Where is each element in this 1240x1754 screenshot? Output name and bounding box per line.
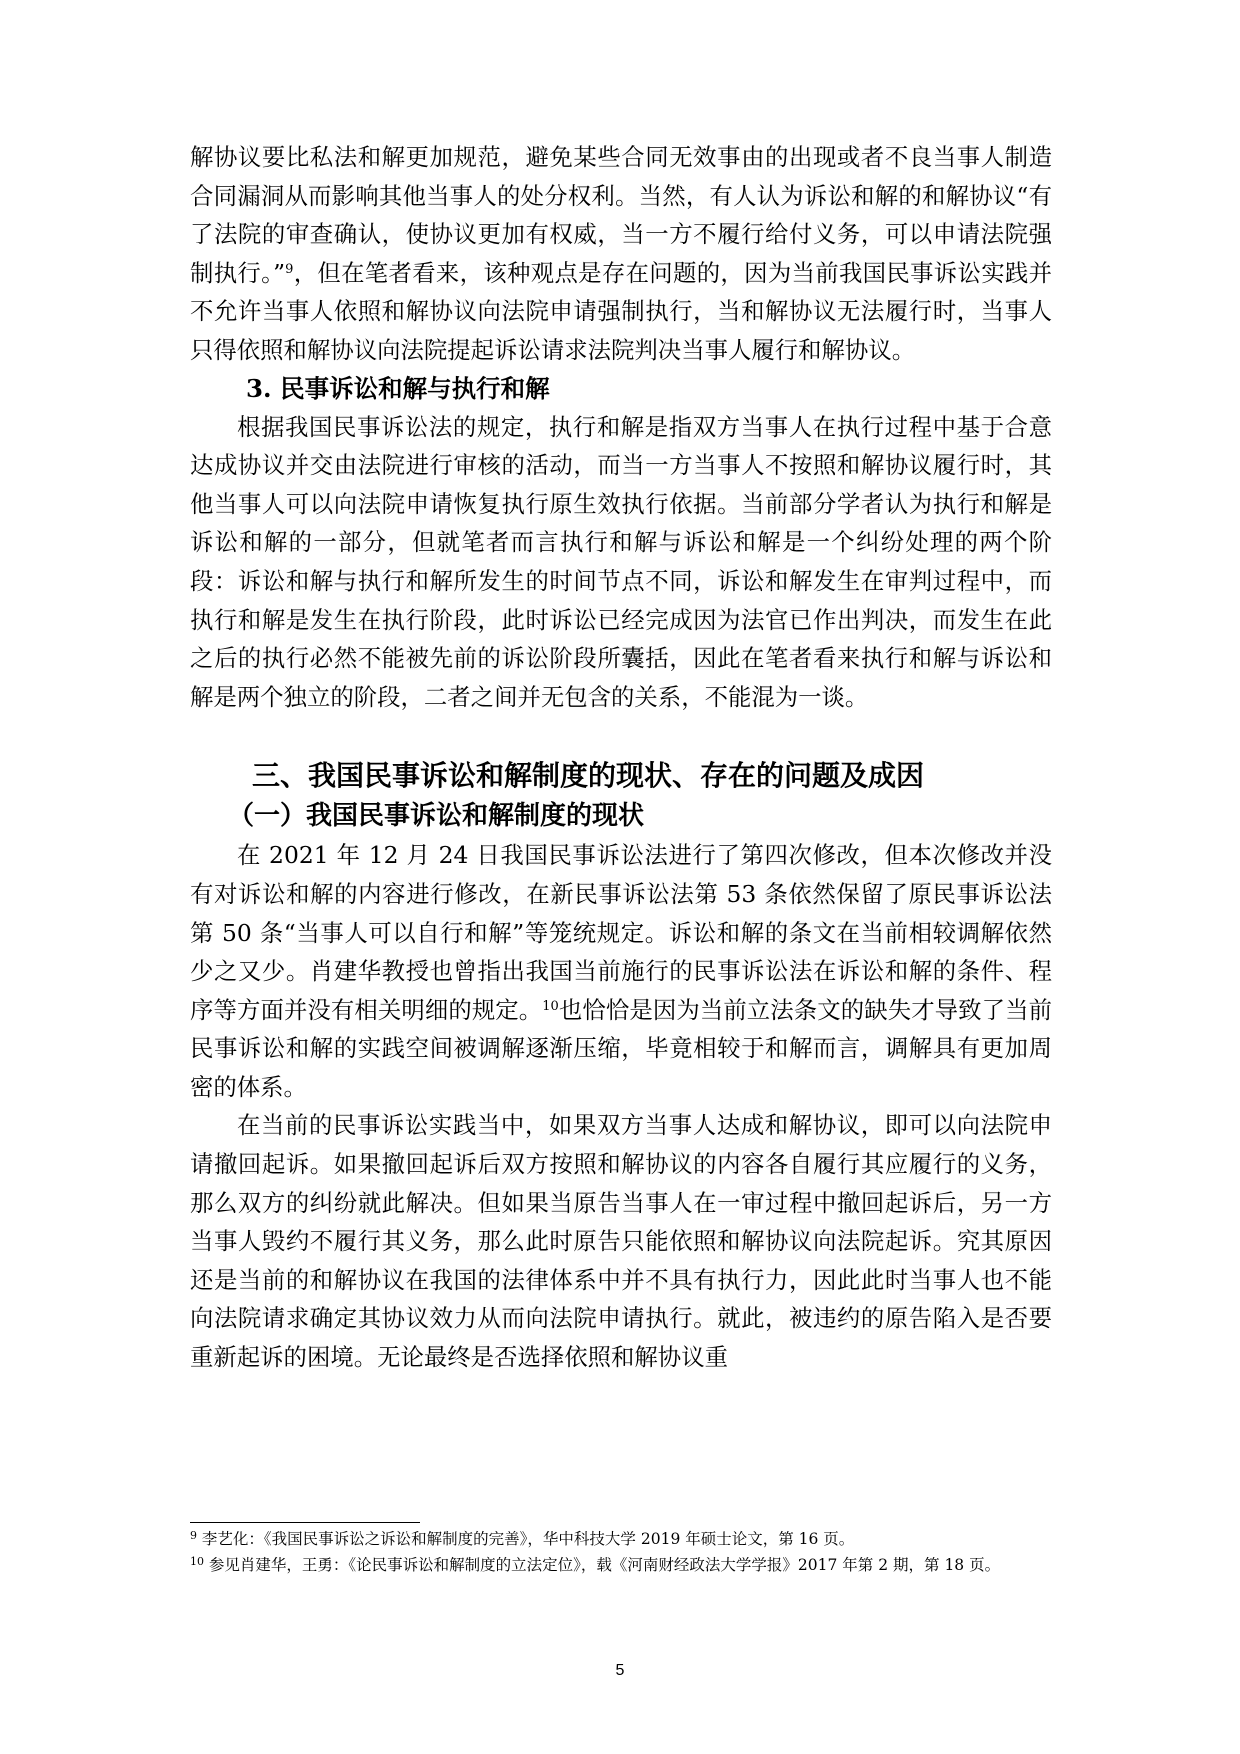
subsection-heading: （一）我国民事诉讼和解制度的现状 (228, 801, 645, 832)
heading-3: 3. 民事诉讼和解与执行和解 (246, 373, 550, 403)
footnote-divider (190, 1522, 420, 1523)
footnote-text: 参见肖建华，王勇：《论民事诉讼和解制度的立法定位》，载《河南财经政法大学学报》2017 年第 2 期，第 18 页。 (204, 1556, 1001, 1574)
paragraph-text: ，但在笔者看来，该种观点是存在问题的，因为当前我国民事诉讼实践并不允许当事人依照和解协议向法院申请强制执行，当和解协议无法履行时，当事人只得依照和解协议向法院提起诉讼请求法院判决当事人履行和解协议。 (190, 258, 1052, 364)
paragraph-4: 在当前的民事诉讼实践当中，如果双方当事人达成和解协议，即可以向法院申请撤回起诉。如果撤回起诉后双方按照和解协议的内容各自履行其应履行的义务，那么双方的纠纷就此解决。但如果当原告当事人在一审过程中撤回起诉后，另一方当事人毁约不履行其义务，那么此时原告只能依照和解协议向法院起诉。究其原因还是当前的和解协议在我国的法律体系中并不具有执行力，因此此时当事人也不能向法院请求确定其协议效力从而向法院申请执行。就此，被违约的原告陷入是否要重新起诉的困境。无论最终是否选择依照和解协议重 (190, 1111, 1052, 1372)
footnote-mark: 10 (190, 1555, 204, 1568)
section-heading: 三、我国民事诉讼和解制度的现状、存在的问题及成因 (252, 759, 925, 793)
footnote-mark: 9 (190, 1529, 197, 1542)
body-text (190, 138, 1052, 1377)
footnote-9 (190, 1526, 1052, 1552)
paragraph-text: 在 2021 年 12 月 24 日我国民事诉讼法进行了第四次修改，但本次修改并没有对诉讼和解的内容进行修改，在新民事诉讼法第 53 条依然保留了原民事诉讼法第 50 条“当事人可以自行和解”等笼统规定。诉讼和解的条文在当前相较调解依然少之又少。肖建华教授也曾指出我国当前施行的民事诉讼法在诉讼和解的条件、程序等方面并没有相关明细的规定。 (190, 841, 1052, 1024)
paragraph-text: 解协议要比私法和解更加规范，避免某些合同无效事由的出现或者不良当事人制造合同漏洞从而影响其他当事人的处分权利。当然，有人认为诉讼和解的和解协议“有了法院的审查确认，使协议更加有权威，当一方不履行给付义务，可以申请法院强制执行。” (190, 143, 1052, 287)
paragraph-3 (190, 836, 1052, 1106)
footnote-ref[interactable]: 9 (285, 261, 294, 277)
paragraph-2: 根据我国民事诉讼法的规定，执行和解是指双方当事人在执行过程中基于合意达成协议并交由法院进行审核的活动，而当一方当事人不按照和解协议履行时，其他当事人可以向法院申请恢复执行原生效执行依据。当前部分学者认为执行和解是诉讼和解的一部分，但就笔者而言执行和解与诉讼和解是一个纠纷处理的两个阶段：诉讼和解与执行和解所发生的时间节点不同，诉讼和解发生在审判过程中，而执行和解是发生在执行阶段，此时诉讼已经完成因为法官已作出判决，而发生在此之后的执行必然不能被先前的诉讼阶段所囊括，因此在笔者看来执行和解与诉讼和解是两个独立的阶段，二者之间并无包含的关系，不能混为一谈。 (190, 412, 1052, 711)
footnote-text: 李艺化：《我国民事诉讼之诉讼和解制度的完善》，华中科技大学 2019 年硕士论文，第 16 页。 (197, 1530, 855, 1548)
paragraph-1 (190, 138, 1052, 370)
paragraph-text: 也恰恰是因为当前立法条文的缺失才导致了当前民事诉讼和解的实践空间被调解逐渐压缩，毕竟相较于和解而言，调解具有更加周密的体系。 (190, 995, 1053, 1101)
footnotes (190, 1526, 1052, 1578)
footnote-10 (190, 1552, 1052, 1578)
footnote-ref[interactable]: 10 (542, 998, 559, 1014)
page-number: 5 (615, 1662, 625, 1679)
